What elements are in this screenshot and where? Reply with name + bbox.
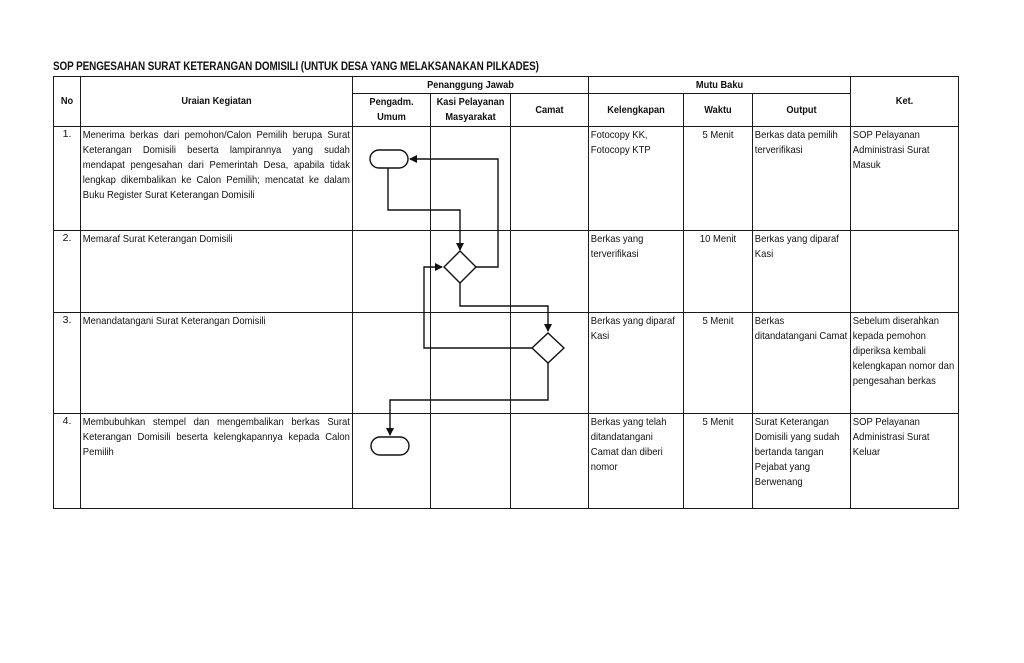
waktu-cell: 10 Menit bbox=[684, 231, 753, 313]
header-ket: Ket. bbox=[851, 77, 959, 127]
header-pengadm: Pengadm. Umum bbox=[353, 94, 431, 127]
header-output: Output bbox=[753, 94, 851, 127]
lane-camat bbox=[511, 127, 589, 231]
kelengkapan-cell: Fotocopy KK, Fotocopy KTP bbox=[589, 127, 684, 231]
row-number: 4. bbox=[54, 414, 81, 509]
lane-kasi bbox=[431, 313, 511, 414]
output-cell: Berkas yang diparaf Kasi bbox=[753, 231, 851, 313]
waktu-cell: 5 Menit bbox=[684, 414, 753, 509]
table-row bbox=[54, 127, 959, 231]
header-mutu-baku: Mutu Baku bbox=[589, 77, 851, 94]
header-kasi: Kasi Pelayanan Masyarakat bbox=[431, 94, 511, 127]
header-camat: Camat bbox=[511, 94, 589, 127]
lane-pengadm bbox=[353, 127, 431, 231]
lane-pengadm bbox=[353, 313, 431, 414]
header-kelengkapan: Kelengkapan bbox=[589, 94, 684, 127]
ket-cell: Sebelum diserahkan kepada pemohon diperiksa kembali kelengkapan nomor dan pengesahan berkas bbox=[851, 313, 959, 414]
page-title: SOP PENGESAHAN SURAT KETERANGAN DOMISILI (UNTUK DESA YANG MELAKSANAKAN PILKADES) bbox=[53, 61, 539, 73]
uraian-cell: Membubuhkan stempel dan mengembalikan berkas Surat Keterangan Domisili beserta kelengkapannya kepada Calon Pemilih bbox=[81, 414, 353, 509]
kelengkapan-cell: Berkas yang telah ditandatangani Camat dan diberi nomor bbox=[589, 414, 684, 509]
lane-pengadm bbox=[353, 231, 431, 313]
output-cell: Berkas data pemilih terverifikasi bbox=[753, 127, 851, 231]
row-number: 3. bbox=[54, 313, 81, 414]
sop-table bbox=[53, 76, 959, 509]
waktu-cell: 5 Menit bbox=[684, 127, 753, 231]
output-cell: Surat Keterangan Domisili yang sudah bertanda tangan Pejabat yang Berwenang bbox=[753, 414, 851, 509]
ket-cell bbox=[851, 231, 959, 313]
table-row bbox=[54, 313, 959, 414]
output-cell: Berkas ditandatangani Camat bbox=[753, 313, 851, 414]
header-waktu: Waktu bbox=[684, 94, 753, 127]
row-number: 1. bbox=[54, 127, 81, 231]
header-penanggung-jawab: Penanggung Jawab bbox=[353, 77, 589, 94]
lane-camat bbox=[511, 414, 589, 509]
lane-kasi bbox=[431, 231, 511, 313]
lane-camat bbox=[511, 313, 589, 414]
header-no: No bbox=[54, 77, 81, 127]
table-row bbox=[54, 414, 959, 509]
row-number: 2. bbox=[54, 231, 81, 313]
uraian-cell: Memaraf Surat Keterangan Domisili bbox=[81, 231, 353, 313]
lane-pengadm bbox=[353, 414, 431, 509]
kelengkapan-cell: Berkas yang terverifikasi bbox=[589, 231, 684, 313]
ket-cell: SOP Pelayanan Administrasi Surat Keluar bbox=[851, 414, 959, 509]
waktu-cell: 5 Menit bbox=[684, 313, 753, 414]
table-row bbox=[54, 231, 959, 313]
uraian-cell: Menandatangani Surat Keterangan Domisili bbox=[81, 313, 353, 414]
lane-kasi bbox=[431, 127, 511, 231]
ket-cell: SOP Pelayanan Administrasi Surat Masuk bbox=[851, 127, 959, 231]
header-uraian: Uraian Kegiatan bbox=[81, 77, 353, 127]
header-row-1 bbox=[54, 77, 959, 94]
lane-kasi bbox=[431, 414, 511, 509]
kelengkapan-cell: Berkas yang diparaf Kasi bbox=[589, 313, 684, 414]
lane-camat bbox=[511, 231, 589, 313]
uraian-cell: Menerima berkas dari pemohon/Calon Pemilih berupa Surat Keterangan Domisili beserta lampirannya yang sudah mendapat pengesahan dari Pemerintah Desa, apabila tidak lengkap dikembalikan ke Calon Pemilih; mencatat ke dalam Buku Register Surat Keterangan Domisili bbox=[81, 127, 353, 231]
